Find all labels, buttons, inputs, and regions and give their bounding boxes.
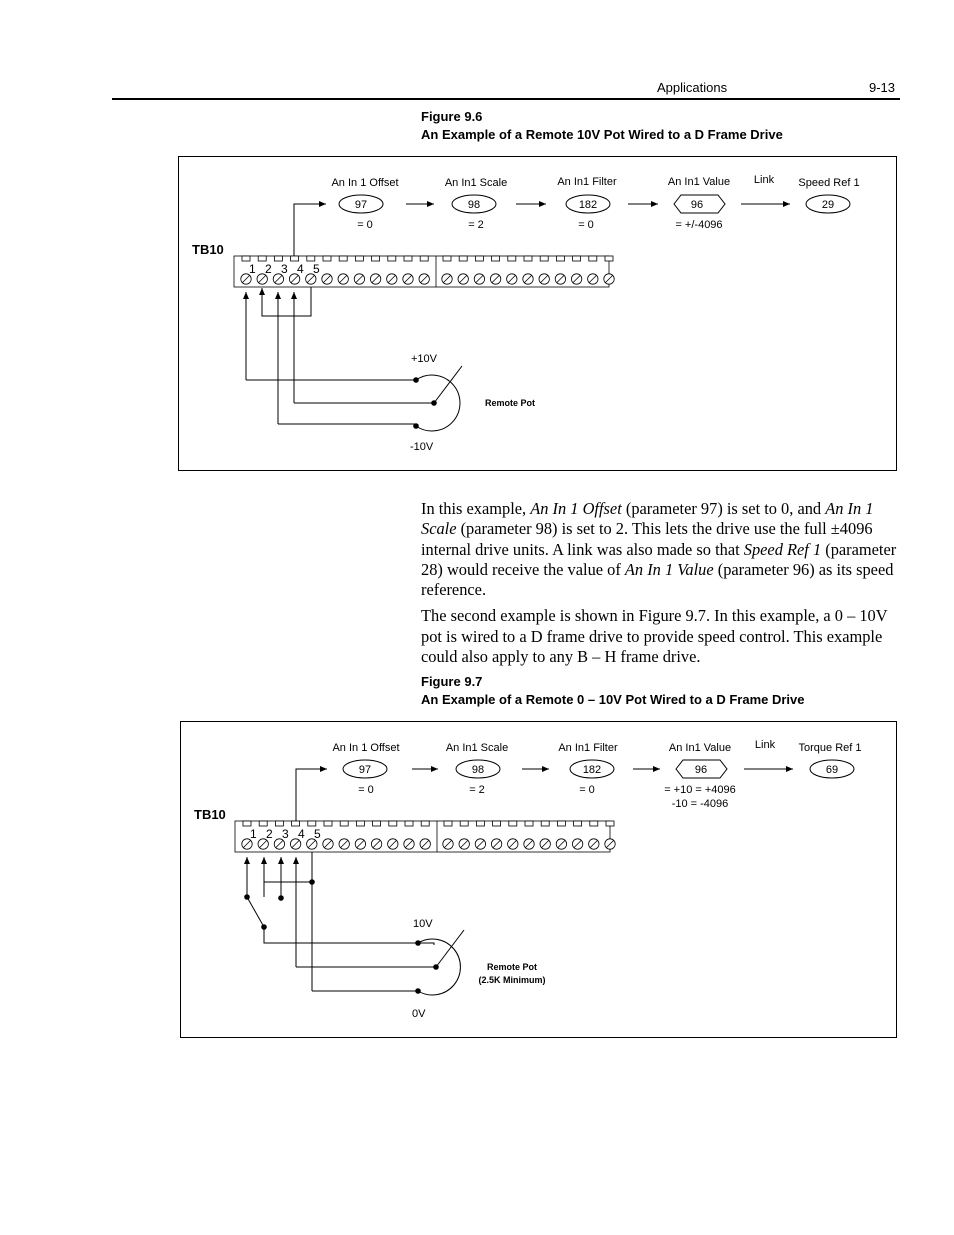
parameter-name: An In 1 Scale <box>421 499 874 539</box>
terminal-tab <box>292 821 300 826</box>
block-note: = 0 <box>579 784 595 796</box>
terminal-tab <box>243 821 251 826</box>
figure-9-7-diagram <box>180 721 899 1039</box>
figure-caption-9-7 <box>421 673 805 709</box>
terminal-number: 5 <box>313 262 320 276</box>
figure-9-6-diagram <box>178 156 898 472</box>
terminal-tab <box>556 256 564 261</box>
link-label: Link <box>754 739 776 751</box>
terminal-tab <box>605 256 613 261</box>
body-text <box>421 499 901 673</box>
terminal-tab <box>242 256 250 261</box>
terminal-strip <box>234 256 614 287</box>
terminal-tab <box>540 256 548 261</box>
terminal-number: 1 <box>250 827 257 841</box>
parameter-number: 98 <box>471 764 485 776</box>
terminal-block-label: TB10 <box>192 242 224 257</box>
parameter-number: 97 <box>354 199 368 211</box>
figure-caption-9-6 <box>421 108 783 144</box>
parameter-number: 182 <box>578 199 598 211</box>
header-rule <box>112 98 900 100</box>
terminal-to-offset-arrow <box>296 769 327 822</box>
terminal-tab <box>573 256 581 261</box>
block-note-line-2: -10 = -4096 <box>671 798 729 810</box>
block-label: An In1 Filter <box>558 742 618 754</box>
block-label: An In1 Scale <box>445 742 509 754</box>
parameter-number: 182 <box>582 764 602 776</box>
terminal-tab <box>421 821 429 826</box>
text-run: In this example, <box>421 499 531 518</box>
block-label: Torque Ref 1 <box>798 742 862 754</box>
terminal-tab <box>459 256 467 261</box>
terminal-tab <box>324 821 332 826</box>
terminal-to-offset-arrow <box>294 204 326 257</box>
parameter-number: 96 <box>690 199 704 211</box>
parameter-number: 96 <box>694 764 708 776</box>
terminal-tab <box>258 256 266 261</box>
block-note: = 2 <box>468 219 484 231</box>
pot-bottom-voltage: 0V <box>412 1008 426 1020</box>
terminal-tab <box>589 256 597 261</box>
terminal-tab <box>508 256 516 261</box>
text-run: (parameter 98) is set to 2. This lets the drive use the full ±4096 internal drive units. A link was also made so that <box>421 519 873 559</box>
terminal-tab <box>606 821 614 826</box>
running-header-section: Applications <box>657 80 728 95</box>
terminal-number: 3 <box>282 827 289 841</box>
block-label: An In 1 Offset <box>331 177 399 189</box>
remote-pot-symbol <box>413 366 462 431</box>
pot-label-note: (2.5K Minimum) <box>478 975 546 985</box>
terminal-tab <box>274 256 282 261</box>
terminal-tab <box>323 256 331 261</box>
terminal-tab <box>443 256 451 261</box>
terminal-tab <box>291 256 299 261</box>
terminal-number: 3 <box>281 262 288 276</box>
terminal-tab <box>356 821 364 826</box>
block-note: = +/-4096 <box>675 219 723 231</box>
figure-title: An Example of a Remote 10V Pot Wired to a D Frame Drive <box>421 127 783 142</box>
parameter-number: 98 <box>467 199 481 211</box>
text-run: (parameter 96) as its speed reference. <box>421 559 894 600</box>
terminal-tab <box>340 821 348 826</box>
terminal-number: 4 <box>298 827 305 841</box>
paragraph <box>421 499 901 600</box>
parameter-name: An In 1 Value <box>624 559 714 579</box>
terminal-number: 4 <box>297 262 304 276</box>
pot-bottom-voltage: -10V <box>410 441 434 453</box>
terminal-tab <box>420 256 428 261</box>
terminal-tab <box>460 821 468 826</box>
block-label: An In1 Value <box>668 742 732 754</box>
wiring <box>247 852 436 991</box>
pot-label: Remote Pot <box>486 962 538 972</box>
block-note: = 2 <box>469 784 485 796</box>
wiring <box>246 287 434 424</box>
figure-title: An Example of a Remote 0 – 10V Pot Wired to a D Frame Drive <box>421 692 805 707</box>
pot-top-voltage: +10V <box>411 353 437 365</box>
terminal-tab <box>259 821 267 826</box>
terminal-tab <box>493 821 501 826</box>
parameter-number: 69 <box>825 764 839 776</box>
terminal-block-label: TB10 <box>194 807 226 822</box>
terminal-tab <box>557 821 565 826</box>
terminal-tab <box>574 821 582 826</box>
terminal-number: 1 <box>249 262 256 276</box>
terminal-tab <box>373 821 381 826</box>
terminal-tab <box>405 821 413 826</box>
terminal-number: 5 <box>314 827 321 841</box>
parameter-number: 97 <box>358 764 372 776</box>
parameter-name: An In 1 Offset <box>530 499 622 518</box>
terminal-tab <box>275 821 283 826</box>
terminal-number: 2 <box>265 262 272 276</box>
terminal-tab <box>339 256 347 261</box>
block-label: An In1 Filter <box>557 176 617 188</box>
terminal-tab <box>525 821 533 826</box>
terminal-tab <box>404 256 412 261</box>
block-note: = 0 <box>358 784 374 796</box>
link-label: Link <box>753 174 775 186</box>
terminal-tab <box>475 256 483 261</box>
terminal-tab <box>492 256 500 261</box>
parameter-name: Speed Ref 1 <box>743 539 822 559</box>
figure-number: Figure 9.6 <box>421 109 483 124</box>
wiring-dots <box>244 879 315 930</box>
terminal-tab <box>308 821 316 826</box>
terminal-tab <box>590 821 598 826</box>
block-note: = 0 <box>357 219 373 231</box>
block-label: An In1 Value <box>667 176 731 188</box>
pot-top-voltage: 10V <box>413 918 433 930</box>
terminal-tab <box>444 821 452 826</box>
terminal-tab <box>524 256 532 261</box>
paragraph: The second example is shown in Figure 9.7. In this example, a 0 – 10V pot is wired to a D frame drive to provide speed control. This example could also apply to any B – H frame drive. <box>421 606 888 667</box>
text-run: (parameter 28) would receive the value of <box>421 539 897 579</box>
terminal-strip <box>235 821 615 852</box>
terminal-tab <box>388 256 396 261</box>
block-note: = +10 = +4096 <box>664 784 736 796</box>
terminal-tab <box>307 256 315 261</box>
page-number: 9-13 <box>869 80 896 95</box>
block-label: An In 1 Offset <box>332 742 400 754</box>
terminal-tab <box>389 821 397 826</box>
block-note: = 0 <box>578 219 594 231</box>
terminal-tab <box>476 821 484 826</box>
parameter-number: 29 <box>821 199 835 211</box>
figure-number: Figure 9.7 <box>421 674 483 689</box>
pot-label: Remote Pot <box>485 398 536 408</box>
block-label: Speed Ref 1 <box>798 177 860 189</box>
terminal-number: 2 <box>266 827 273 841</box>
terminal-tab <box>509 821 517 826</box>
terminal-tab <box>372 256 380 261</box>
terminal-tab <box>355 256 363 261</box>
text-run: (parameter 97) is set to 0, and <box>621 499 826 518</box>
terminal-tab <box>541 821 549 826</box>
remote-pot-symbol <box>415 930 464 995</box>
block-label: An In1 Scale <box>444 177 508 189</box>
